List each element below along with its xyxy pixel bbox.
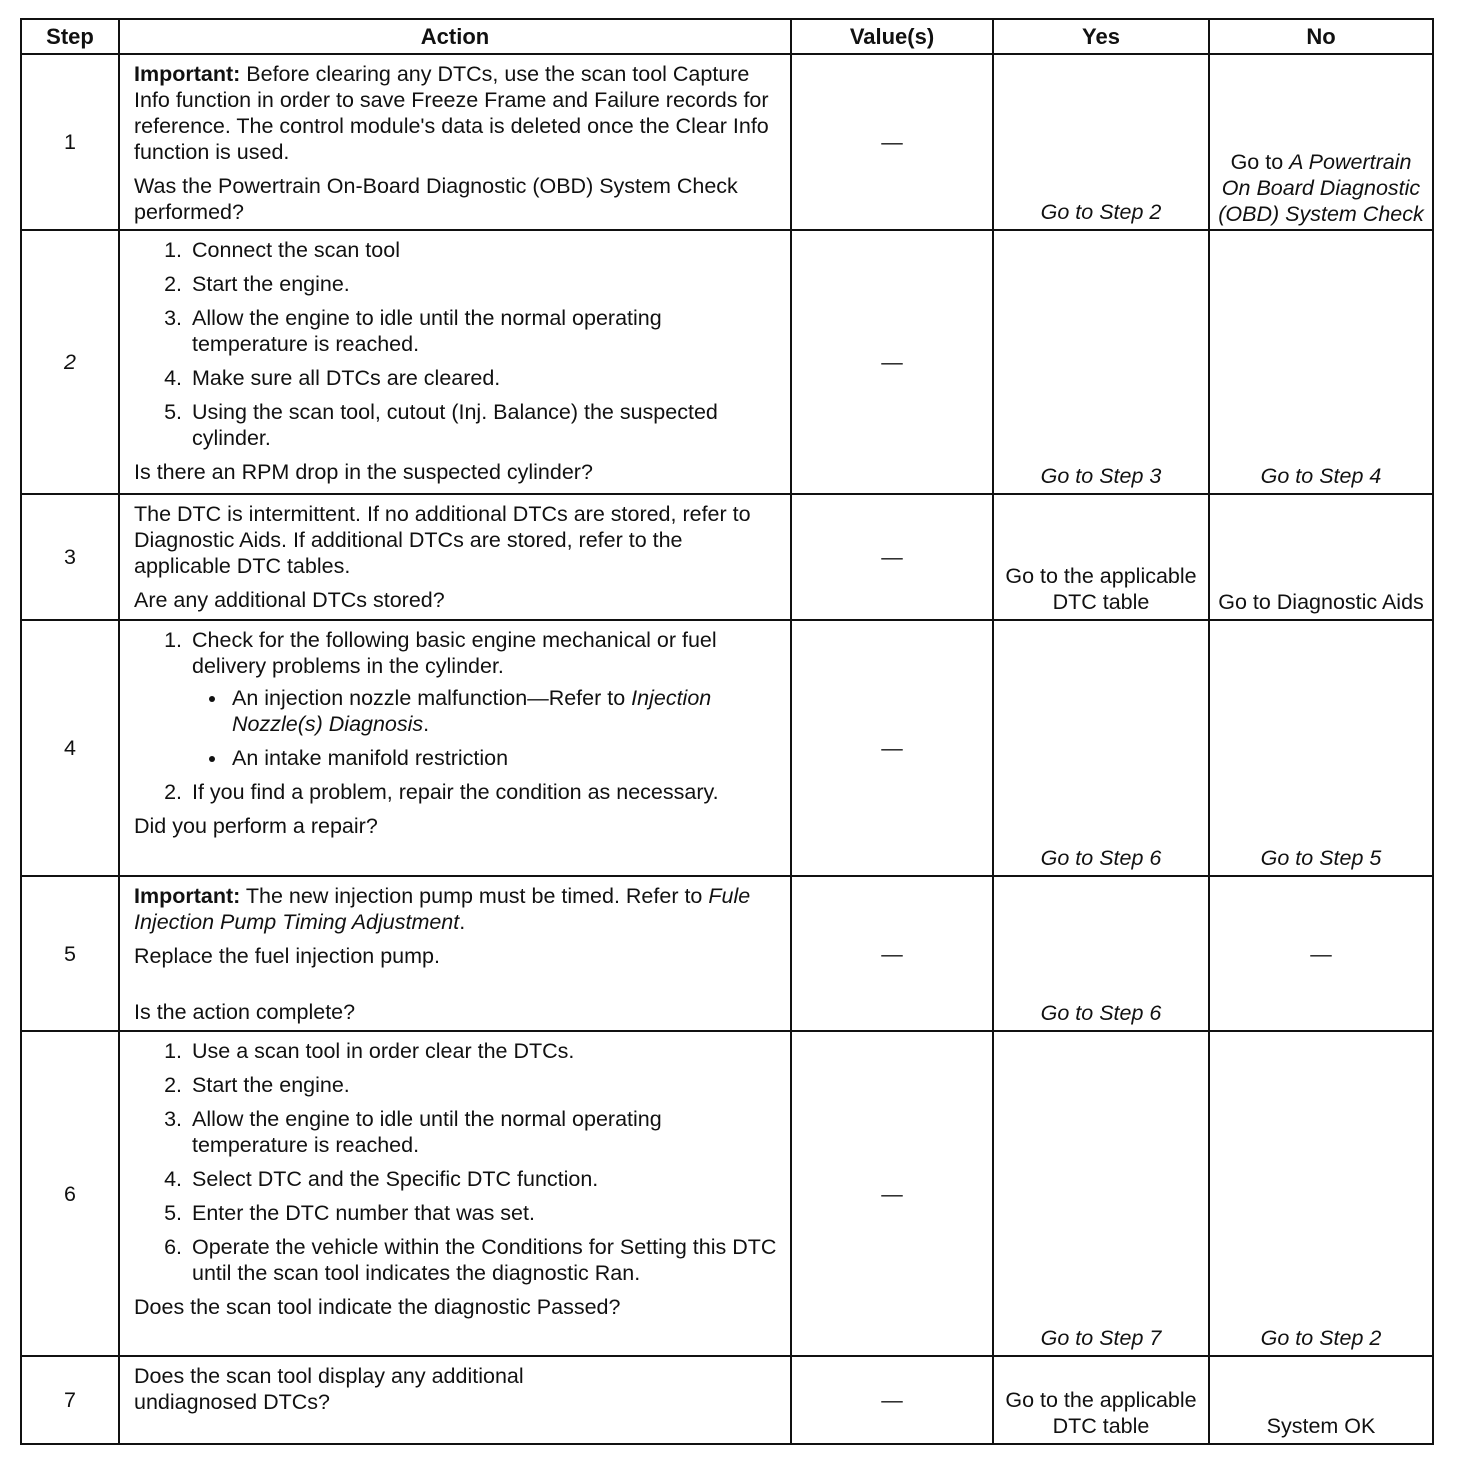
- important-note: [134, 61, 780, 165]
- value-cell: —: [791, 1031, 993, 1356]
- table-row-step-6: [21, 1031, 1433, 1356]
- header-yes: Yes: [993, 19, 1209, 54]
- action-cell: [119, 1031, 791, 1356]
- step-number: 5: [21, 876, 119, 1031]
- list-item: 6. Operate the vehicle within the Conditions for Setting this DTC until the scan tool indicates the diagnostic Ran.: [188, 1234, 780, 1286]
- step-number: 3: [21, 494, 119, 620]
- no-result[interactable]: Go to Step 5: [1260, 846, 1382, 870]
- table-row-step-2: [21, 230, 1433, 494]
- reference-link[interactable]: Injection Nozzle(s) Diagnosis: [232, 686, 712, 736]
- list-item: 3. Allow the engine to idle until the normal operating temperature is reached.: [188, 305, 780, 357]
- important-label: Important:: [134, 62, 241, 86]
- step-number: 1: [21, 54, 119, 230]
- question-text: Is there an RPM drop in the suspected cylinder?: [134, 460, 593, 484]
- bullet-item: [228, 685, 780, 737]
- list-item: 2. Start the engine.: [188, 1072, 780, 1098]
- no-result-link[interactable]: A Powertrain On Board Diagnostic (OBD) System Check: [1218, 150, 1424, 226]
- action-steps-list: [134, 1038, 780, 1286]
- bullet-suffix: .: [423, 712, 430, 736]
- question-text: Is the action complete?: [134, 1000, 356, 1024]
- reference-link[interactable]: Fule Injection Pump Timing Adjustment: [134, 884, 751, 934]
- yes-cell[interactable]: [993, 494, 1209, 620]
- question-text: Did you perform a repair?: [134, 814, 378, 838]
- yes-result[interactable]: Go to Step 6: [1040, 846, 1162, 870]
- yes-cell[interactable]: [993, 230, 1209, 494]
- action-cell: [119, 1356, 791, 1444]
- list-item: [188, 627, 780, 771]
- yes-cell[interactable]: [993, 876, 1209, 1031]
- yes-result[interactable]: Go to the applicable DTC table: [1005, 564, 1197, 614]
- important-text: The new injection pump must be timed. Refer to: [240, 884, 709, 908]
- list-item: 5. Enter the DTC number that was set.: [188, 1200, 780, 1226]
- no-cell[interactable]: [1209, 494, 1433, 620]
- question-text: Does the scan tool indicate the diagnostic Passed?: [134, 1295, 621, 1319]
- action-steps-list: [134, 627, 780, 805]
- bullet-item: • An intake manifold restriction: [228, 745, 780, 771]
- no-result[interactable]: Go to Step 2: [1260, 1326, 1382, 1350]
- step-number: 2: [21, 230, 119, 494]
- no-result-prefix: Go to: [1230, 150, 1290, 174]
- yes-cell[interactable]: [993, 54, 1209, 230]
- diagnostic-table-wrapper: [20, 18, 1432, 1445]
- list-item: 2. Start the engine.: [188, 271, 780, 297]
- bullet-text: An injection nozzle malfunction—Refer to: [232, 686, 632, 710]
- action-cell: [119, 876, 791, 1031]
- yes-cell[interactable]: [993, 620, 1209, 876]
- yes-cell[interactable]: [993, 1031, 1209, 1356]
- table-row-step-1: [21, 54, 1433, 230]
- value-cell: —: [791, 230, 993, 494]
- value-cell: —: [791, 876, 993, 1031]
- action-text: Replace the fuel injection pump.: [134, 944, 440, 968]
- list-item: 4. Select DTC and the Specific DTC function.: [188, 1166, 780, 1192]
- question-text: Are any additional DTCs stored?: [134, 588, 445, 612]
- list-item: 2. If you find a problem, repair the condition as necessary.: [188, 779, 780, 805]
- no-cell[interactable]: [1209, 1356, 1433, 1444]
- header-row: [21, 19, 1433, 54]
- no-cell: —: [1209, 876, 1433, 1031]
- action-steps-list: [134, 237, 780, 451]
- list-item: 1. Use a scan tool in order clear the DTCs.: [188, 1038, 780, 1064]
- action-cell: [119, 230, 791, 494]
- header-action: Action: [119, 19, 791, 54]
- step-number: 7: [21, 1356, 119, 1444]
- no-cell[interactable]: [1209, 620, 1433, 876]
- no-result[interactable]: System OK: [1266, 1414, 1376, 1438]
- no-cell[interactable]: [1209, 230, 1433, 494]
- yes-result[interactable]: Go to Step 3: [1040, 464, 1162, 488]
- value-cell: —: [791, 620, 993, 876]
- list-item: 5. Using the scan tool, cutout (Inj. Balance) the suspected cylinder.: [188, 399, 780, 451]
- action-cell: [119, 494, 791, 620]
- table-row-step-7: [21, 1356, 1433, 1444]
- important-text: Before clearing any DTCs, use the scan tool Capture Info function in order to save Freeze Frame and Failure records for reference. The control module's data is deleted once the Clear Info function is used.: [134, 62, 769, 164]
- step-number: 6: [21, 1031, 119, 1356]
- important-note: [134, 883, 780, 935]
- bullet-list: [192, 685, 780, 771]
- list-item: 1. Connect the scan tool: [188, 237, 780, 263]
- action-cell: [119, 620, 791, 876]
- yes-cell[interactable]: [993, 1356, 1209, 1444]
- step-number: 4: [21, 620, 119, 876]
- diagnostic-table: [20, 18, 1434, 1445]
- action-cell: [119, 54, 791, 230]
- value-cell: —: [791, 1356, 993, 1444]
- list-item-text: Check for the following basic engine mechanical or fuel delivery problems in the cylinder.: [192, 628, 717, 678]
- no-result[interactable]: Go to Step 4: [1260, 464, 1382, 488]
- table-row-step-5: [21, 876, 1433, 1031]
- yes-result[interactable]: Go to Step 7: [1040, 1326, 1162, 1350]
- header-no: No: [1209, 19, 1433, 54]
- header-values: Value(s): [791, 19, 993, 54]
- no-cell[interactable]: [1209, 1031, 1433, 1356]
- important-label: Important:: [134, 884, 241, 908]
- table-row-step-3: [21, 494, 1433, 620]
- list-item: 4. Make sure all DTCs are cleared.: [188, 365, 780, 391]
- action-text: The DTC is intermittent. If no additional DTCs are stored, refer to Diagnostic Aids. If additional DTCs are stored, refer to the applicable DTC tables.: [134, 502, 751, 578]
- question-text: Does the scan tool display any additional undiagnosed DTCs?: [134, 1364, 524, 1414]
- yes-result[interactable]: Go to the applicable DTC table: [1005, 1388, 1197, 1438]
- value-cell: —: [791, 494, 993, 620]
- header-step: Step: [21, 19, 119, 54]
- important-suffix: .: [459, 910, 466, 934]
- no-cell[interactable]: [1209, 54, 1433, 230]
- yes-result[interactable]: Go to Step 6: [1040, 1001, 1162, 1025]
- table-row-step-4: [21, 620, 1433, 876]
- value-cell: —: [791, 54, 993, 230]
- list-item: 3. Allow the engine to idle until the normal operating temperature is reached.: [188, 1106, 780, 1158]
- question-text: Was the Powertrain On-Board Diagnostic (OBD) System Check performed?: [134, 174, 738, 224]
- no-result[interactable]: Go to Diagnostic Aids: [1218, 590, 1424, 614]
- yes-result[interactable]: Go to Step 2: [1040, 200, 1162, 224]
